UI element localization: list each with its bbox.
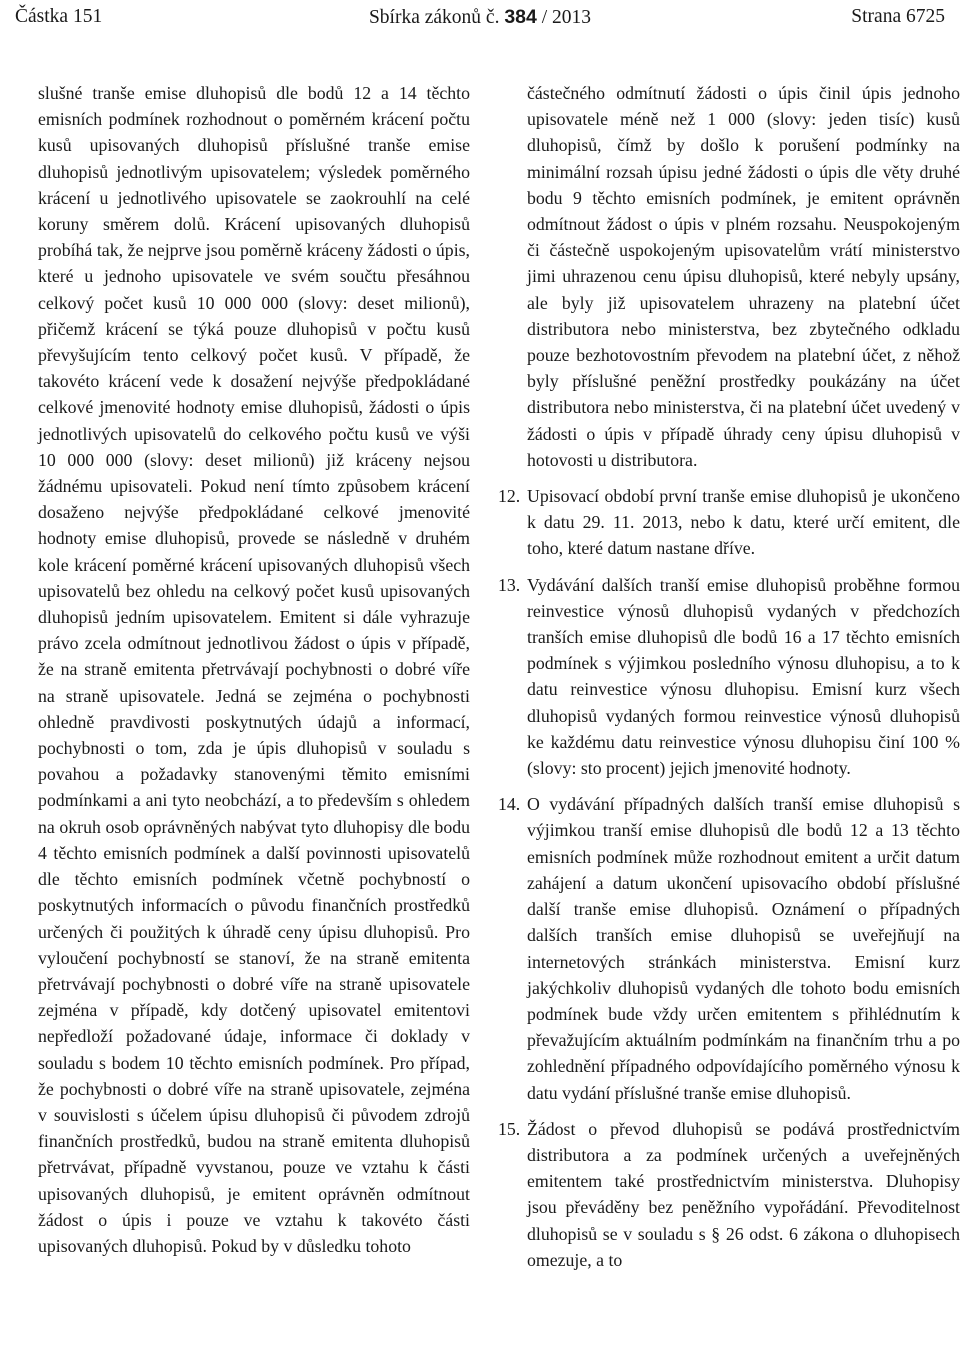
right-column-continuation: částečného odmítnutí žádosti o úpis činil úpis jednoho upisovatele méně než 1 000 (slovy: jeden tisíc) kusů dluhopisů, čímž by došlo k porušení podmínky na minimální rozsah úpisu jedné žádosti o úpis dle věty druhé bodu 9 těchto emisních podmínek, je emitent oprávněn odmítnout žádost o úpis v plném rozsahu. Neuspokojeným či částečně uspokojeným upisovatelům vrátí ministerstvo jimi uhrazenou cenu úpisu dluhopisů, které nebyly upsány, ale byly již upisovatelem uhrazeny na platební účet distributora nebo ministerstva, bez zbytečného odkladu pouze bezhotovostním převodem na platební účet, z něhož byly příslušné peněžní prostředky poukázány na účet distributora nebo ministerstva, či na platební účet uvedený v žádosti o úpis v případě úhrady ceny úpisu dluhopisů v hotovosti u distributora. xyxy=(527,83,960,470)
list-item-number: 13. xyxy=(498,574,521,595)
list-item-number: 14. xyxy=(498,794,521,815)
header-collection-year: / 2013 xyxy=(536,7,592,28)
left-column-paragraph: slušné tranše emise dluhopisů dle bodů 12 a 14 těchto emisních podmínek rozhodnout o poměrném krácení počtu kusů upisovaných dluhopisů příslušné tranše emise dluhopisů jednotlivým upisovatelem; výsledek poměrného krácení u jednotlivého upisovatele se zaokrouhlí na celé koruny směrem dolů. Krácení upisovaných dluhopisů probíhá tak, že nejprve jsou poměrně kráceny žádosti o úpis, které u jednoho upisovatele ve svém součtu přesáhnou celkový počet kusů 10 000 000 (slovy: deset milionů), přičemž krácení se týká pouze dluhopisů v počtu kusů převyšujícím tento celkový počet kusů. V případě, že takovéto krácení vede k dosažení nejvýše předpokládané celkové jmenovité hodnoty emise dluhopisů, žádosti o úpis jednotlivých upisovatelů do celkového počtu kusů ve výši 10 000 000 (slovy: deset milionů) již kráceny nejsou žádnému upisovateli. Pokud není tímto způsobem krácení dosaženo nejvýše předpokládané celkové jmenovité hodnoty emise dluhopisů, provede se následně v druhém kole krácení poměrné krácení upisovaných dluhopisů všech upisovatelů bez ohledu na celkový počet kusů upisovaných dluhopisů jedním upisovatelem. Emitent si dále vyhrazuje právo zcela odmítnout jednotlivou žádost o úpis v případě, že na straně emitenta přetrvávají pochybnosti o dobré víře na straně upisovatele. Jedná se zejména o pochybnosti ohledně pravdivosti poskytnutých údajů a informací, pochybnosti o tom, zda je úpis dluhopisů v souladu s povahou a požadavky stanovenými těmito emisními podmínkami a ani tyto neobchází, a to především s ohledem na okruh osob oprávněných nabývat tyto dluhopisy dle bodu 4 těchto emisních podmínek a další povinnosti upisovatelů dle těchto emisních podmínek včetně pochybností o poskytnutých informacích o původu finančních prostředků určených či použitých k úhradě ceny úpisu dluhopisů. Pro vyloučení pochybností se stanoví, že na straně emitenta přetrvávají pochybnosti o dobré víře na straně upisovatele zejména v případě, kdy dotčený upisovatel emitentovi nepředloží požadované údaje, informace či doklady v souladu s bodem 10 těchto emisních podmínek. Pro případ, že pochybnosti o dobré víře na straně upisovatele, zejména v souvislosti s účelem úpisu dluhopisů či původem zdrojů finančních prostředků, budou na straně emitenta dluhopisů přetrvávat, případně vyvstanou, pouze ve vztahu k části upisovaných dluhopisů, je emitent oprávněn odmítnout žádost o úpis i pouze ve vztahu k takovéto části upisovaných dluhopisů. Pokud by v důsledku tohoto xyxy=(38,83,470,1256)
left-column xyxy=(38,80,470,1259)
header-collection xyxy=(15,4,945,31)
list-item-text: O vydávání případných dalších tranší emise dluhopisů s výjimkou tranší emise dluhopisů dle bodů 12 a 13 těchto emisních podmínek může rozhodnout emitent a určit datum zahájení a datum ukončení upisovacího období příslušné další tranše emise dluhopisů. Oznámení o případných dalších tranších emise dluhopisů se uveřejňují na internetových stránkách ministerstva. Emisní kurz jakýchkoliv dluhopisů vydaných dle tohoto bodu emisních podmínek bude vždy určen emitentem s přihlédnutím k převažujícím aktuálním podmínkám na finančním trhu a po zohlednění případného odpovídajícího poměrného výnosu k datu vydání příslušné tranše emise dluhopisů. xyxy=(527,794,960,1103)
list-item-14 xyxy=(498,791,960,1105)
right-column xyxy=(498,80,960,1273)
list-item-number: 15. xyxy=(498,1118,521,1139)
header-part: Částka 151 xyxy=(15,6,103,27)
list-item-text: Upisovací období první tranše emise dluhopisů je ukončeno k datu 29. 11. 2013, nebo k datu, které určí emitent, dle toho, které datum nastane dříve. xyxy=(527,486,960,559)
list-item-text: Vydávání dalších tranší emise dluhopisů proběhne formou reinvestice výnosů dluhopisů vydaných v předchozích tranších emise dluhopisů dle bodů 16 a 17 těchto emisních podmínek s výjimkou posledního výnosu dluhopisu, a to k datu reinvestice výnosu dluhopisu. Emisní kurz všech dluhopisů vydaných formou reinvestice výnosů dluhopisů ke každému datu reinvestice výnosu dluhopisu činí 100 % (slovy: sto procent) jejich jmenovité hodnoty. xyxy=(527,574,960,779)
list-item-12 xyxy=(498,483,960,562)
header-collection-number: 384 xyxy=(504,6,537,28)
page-header xyxy=(15,4,945,30)
header-page-number: Strana 6725 xyxy=(851,6,945,27)
list-item-13 xyxy=(498,572,960,782)
list-item-15 xyxy=(498,1116,960,1273)
list-item-text: Žádost o převod dluhopisů se podává prostřednictvím distributora a za podmínek určených a uveřejněných emitentem také prostřednictvím ministerstva. Dluhopisy jsou převáděny bez peněžního vypořádání. Převoditelnost dluhopisů se v souladu s § 26 odst. 6 zákona o dluhopisech omezuje, a to xyxy=(527,1118,960,1270)
list-item-number: 12. xyxy=(498,486,521,507)
header-collection-prefix: Sbírka zákonů č. xyxy=(368,7,505,28)
